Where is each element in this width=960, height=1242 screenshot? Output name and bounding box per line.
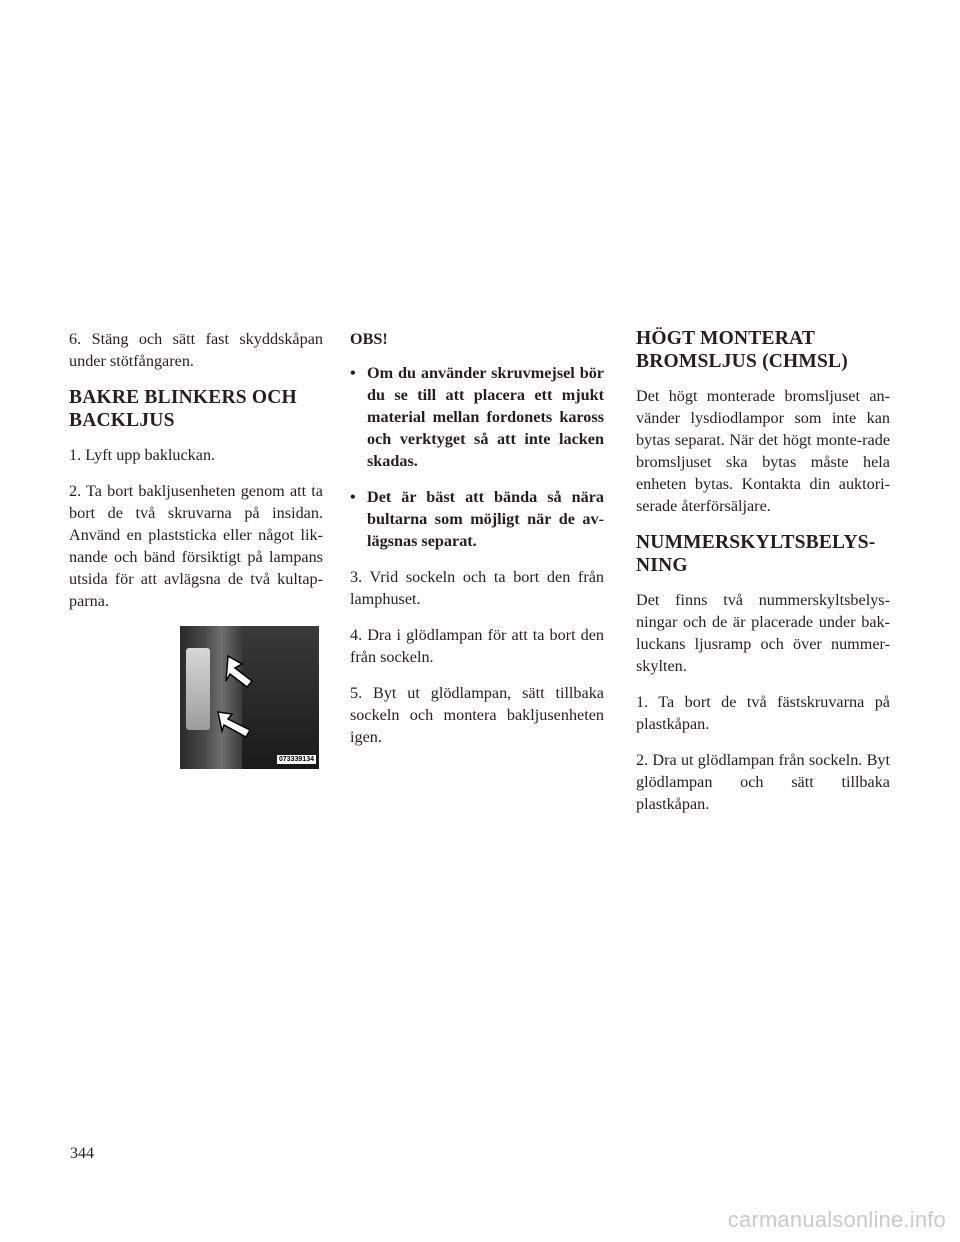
note-text: Om du använder skruvmejsel bör du se till att placera ett mjukt material mellan fordonets kaross och verktyget så att inte lacken skadas. xyxy=(367,364,604,470)
arrow-icon xyxy=(226,656,252,687)
arrow-icon xyxy=(218,712,250,737)
arrows-overlay xyxy=(180,626,319,769)
chmsl-paragraph: Det högt monterade bromsljuset an-vänder lysdiodlampor som inte kan bytas separat. När det högt monte-rade bromsljuset ska bytas måste hela enheten bytas. Kontakta din auktori-serade återförsäljare. xyxy=(636,387,890,515)
license-step-2: 2. Dra ut glödlampan från sockeln. Byt glödlampan och sätt tillbaka plastkåpan. xyxy=(636,751,890,813)
bullet-dot: • xyxy=(350,488,356,506)
license-light-paragraph: Det finns två nummerskyltsbelys-ningar och de är placerade under bak-luckans ljusramp och över nummer-skylten. xyxy=(636,591,890,675)
step-6: 6. Stäng och sätt fast skyddskåpan under stötfångaren. xyxy=(69,330,323,370)
step-3: 3. Vrid sockeln och ta bort den från lamphuset. xyxy=(350,568,604,608)
figure-code: 073339134 xyxy=(278,756,314,763)
note-item xyxy=(350,362,604,472)
step-4: 4. Dra i glödlampan för att ta bort den från sockeln. xyxy=(350,626,604,666)
page-number: 344 xyxy=(70,1145,94,1162)
section-heading-rear-lights: BAKRE BLINKERS OCH BACKLJUS xyxy=(69,387,297,431)
note-label: OBS! xyxy=(350,330,388,348)
note-item xyxy=(350,486,604,552)
column-right xyxy=(636,328,890,829)
column-left xyxy=(69,328,323,769)
section-heading-chmsl: HÖGT MONTERAT BROMSLJUS (CHMSL) xyxy=(636,328,848,372)
step-5: 5. Byt ut glödlampan, sätt tillbaka sockeln och montera bakljusenheten igen. xyxy=(350,684,604,746)
step-1: 1. Lyft upp bakluckan. xyxy=(69,446,216,464)
note-text: Det är bäst att bända så nära bultarna som möjligt när de av-lägsnas separat. xyxy=(367,488,604,550)
step-2: 2. Ta bort bakljusenheten genom att ta bort de två skruvarna på insidan. Använd en plaststicka eller något lik-nande och bänd försiktigt på lampans utsida för att avlägsna de två kultap-parna. xyxy=(69,482,323,610)
bullet-dot: • xyxy=(350,364,356,382)
note-list xyxy=(350,362,604,552)
tail-lamp-photo xyxy=(180,626,319,769)
column-middle xyxy=(350,328,604,762)
license-step-1: 1. Ta bort de två fästskruvarna på plastkåpan. xyxy=(636,693,890,733)
section-heading-license-light: NUMMERSKYLTSBELYS-NING xyxy=(636,532,876,576)
watermark: carmanualsonline.info xyxy=(727,1207,946,1232)
